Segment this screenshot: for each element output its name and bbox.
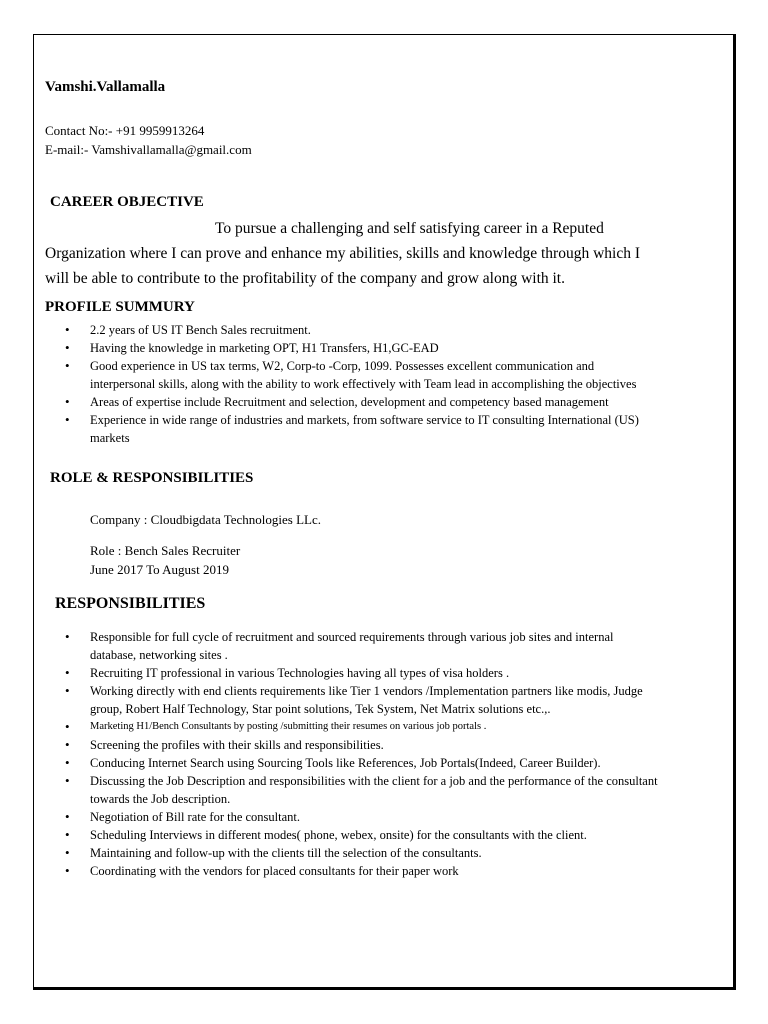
email-address: E-mail:- Vamshivallamalla@gmail.com [45, 142, 252, 157]
profile-summary-list [45, 321, 735, 447]
list-item-continuation: towards the Job description. [90, 792, 231, 806]
list-item: • Coordinating with the vendors for placed consultants for their paper work [45, 862, 735, 880]
profile-summary-heading: PROFILE SUMMURY [45, 299, 195, 315]
list-item: • Discussing the Job Description and responsibilities with the client for a job and the performance of the consultant [45, 772, 735, 790]
contact-number: Contact No:- +91 9959913264 [45, 123, 205, 138]
objective-line-1: To pursue a challenging and self satisfying career in a Reputed [215, 220, 604, 237]
list-item: • Good experience in US tax terms, W2, Corp-to -Corp, 1099. Possesses excellent communication and [45, 357, 735, 375]
responsibilities-heading: RESPONSIBILITIES [55, 595, 206, 612]
list-item-continuation: group, Robert Half Technology, Star point solutions, Tek System, Net Matrix solutions etc.,. [90, 702, 551, 716]
career-objective-text [45, 216, 735, 291]
list-item: • Experience in wide range of industries and markets, from software service to IT consulting International (US) [45, 411, 735, 429]
list-item-continuation: database, networking sites . [90, 648, 228, 662]
candidate-name: Vamshi.Vallamalla [45, 79, 166, 95]
list-item: • Negotiation of Bill rate for the consultant. [45, 808, 735, 826]
responsibilities-list [45, 628, 735, 880]
role-period: June 2017 To August 2019 [90, 562, 229, 577]
career-objective-heading: CAREER OBJECTIVE [50, 194, 204, 210]
list-item: • 2.2 years of US IT Bench Sales recruitment. [45, 321, 735, 339]
list-item-continuation: markets [90, 431, 130, 445]
list-item: • Areas of expertise include Recruitment and selection, development and competency based management [45, 393, 735, 411]
objective-line-2: Organization where I can prove and enhance my abilities, skills and knowledge through which I [45, 245, 640, 262]
list-item: • Marketing H1/Bench Consultants by posting /submitting their resumes on various job portals . [45, 718, 735, 736]
list-item: • Screening the profiles with their skills and responsibilities. [45, 736, 735, 754]
role-title: Role : Bench Sales Recruiter [90, 543, 241, 558]
list-item: • Scheduling Interviews in different modes( phone, webex, onsite) for the consultants with the client. [45, 826, 735, 844]
list-item: • Maintaining and follow-up with the clients till the selection of the consultants. [45, 844, 735, 862]
list-item: • Working directly with end clients requirements like Tier 1 vendors /Implementation partners like modis, Judge [45, 682, 735, 700]
list-item: • Recruiting IT professional in various Technologies having all types of visa holders . [45, 664, 735, 682]
objective-line-3: will be able to contribute to the profitability of the company and grow along with it. [45, 270, 565, 287]
list-item-continuation: interpersonal skills, along with the ability to work effectively with Team lead in accomplishing the objectives [90, 377, 637, 391]
list-item: • Having the knowledge in marketing OPT, H1 Transfers, H1,GC-EAD [45, 339, 735, 357]
list-item: • Responsible for full cycle of recruitment and sourced requirements through various job sites and internal [45, 628, 735, 646]
role-heading: ROLE & RESPONSIBILITIES [50, 470, 254, 486]
list-item: • Conducing Internet Search using Sourcing Tools like References, Job Portals(Indeed, Career Builder). [45, 754, 735, 772]
company-name: Company : Cloudbigdata Technologies LLc. [90, 512, 322, 527]
